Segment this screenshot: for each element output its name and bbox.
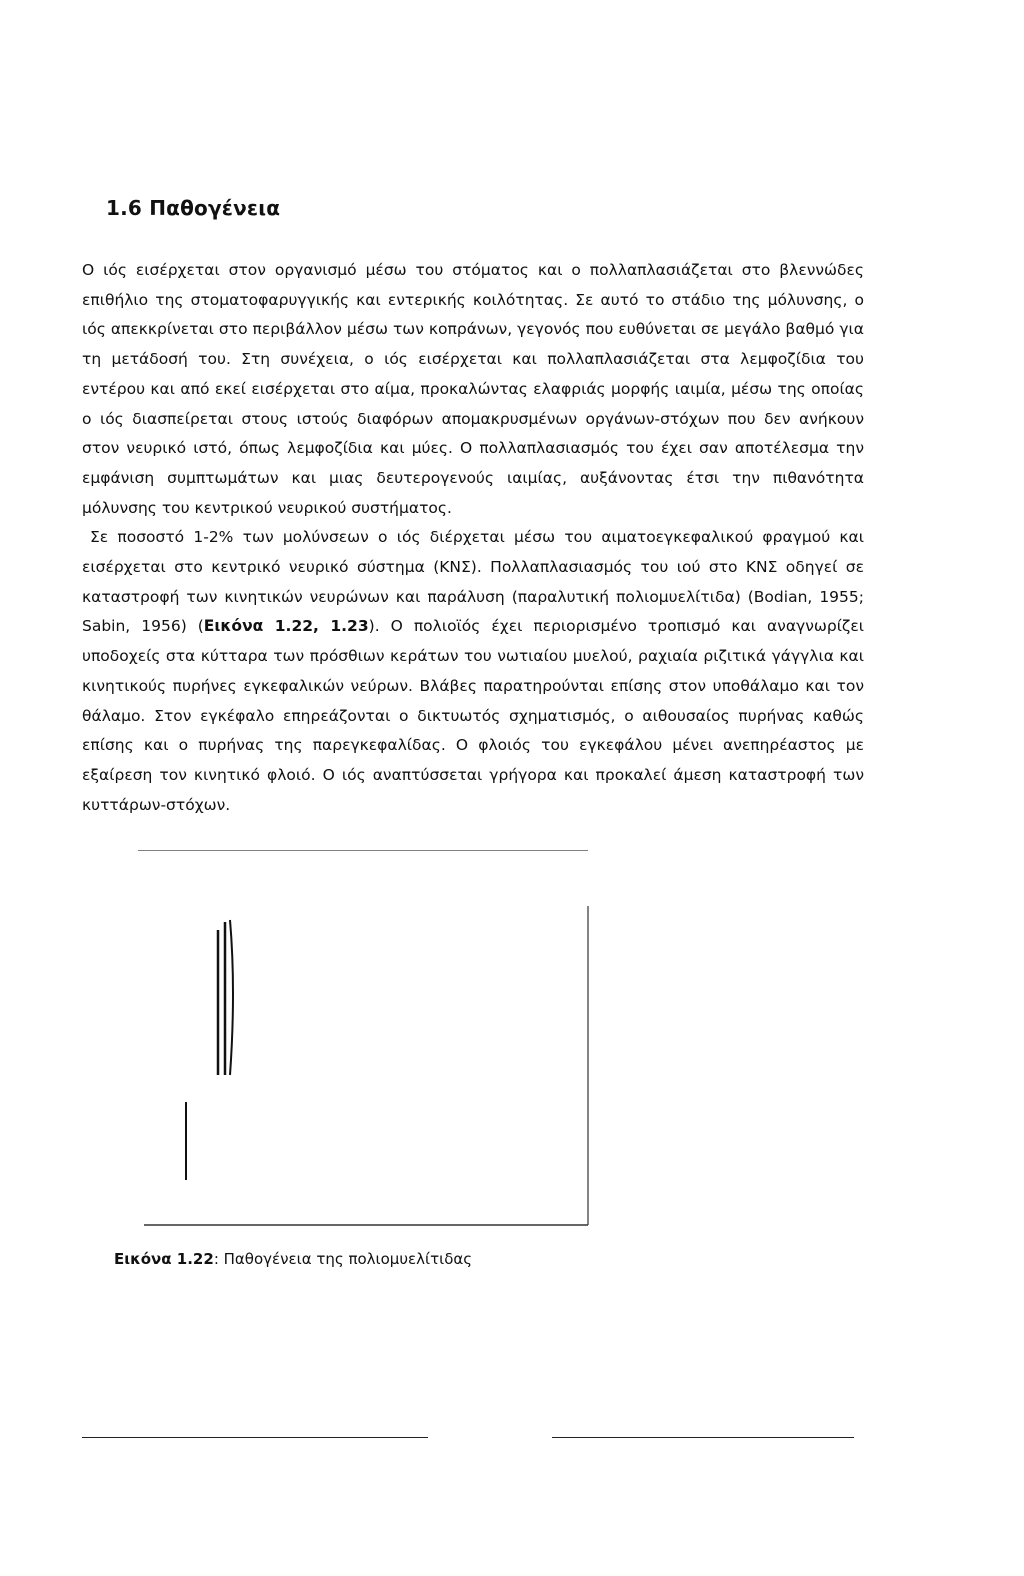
figure-mark-3 <box>230 920 233 1075</box>
footer-rule-left <box>82 1437 428 1438</box>
figure-graphic <box>138 850 598 1230</box>
paragraph-1 <box>82 256 864 523</box>
figure-caption-text: : Παθογένεια της πολιομυελίτιδας <box>213 1250 473 1268</box>
figure-caption-label: Εικόνα 1.22 <box>114 1250 214 1268</box>
figure-reference: Εικόνα 1.22, 1.23 <box>203 617 369 636</box>
body-text <box>82 256 864 820</box>
footer-rule-right <box>552 1437 854 1438</box>
paragraph-2 <box>82 523 864 820</box>
paragraph-1-text: Ο ιός εισέρχεται στον οργανισμό μέσω του στόματος και ο πολλαπλασιάζεται στο βλεννώδες επιθήλιο της στοματοφαρυγγικής και εντερικής κοιλότητας. Σε αυτό το στάδιο της μόλυνσης, ο ιός απεκκρίνεται στο περιβάλλον μέσω των κοπράνων, γεγονός που ευθύνεται σε μεγάλο βαθμό για τη μετάδοσή του. Στη συνέχεια, ο ιός εισέρχεται και πολλαπλασιάζεται στα λεμφοζίδια του εντέρου και από εκεί εισέρχεται στο αίμα, προκαλώντας ελαφριάς μορφής ιαιμία, μέσω της οποίας ο ιός διασπείρεται στους ιστούς διαφόρων απομακρυσμένων οργάνων-στόχων που δεν ανήκουν στον νευρικό ιστό, όπως λεμφοζίδια και μύες. Ο πολλαπλασιασμός του έχει σαν αποτέλεσμα την εμφάνιση συμπτωμάτων και μιας δευτερογενούς ιαιμίας, αυξάνοντας έτσι την πιθανότητα μόλυνσης του κεντρικού νευρικού συστήματος. <box>82 261 864 517</box>
figure-caption <box>114 1250 472 1268</box>
paragraph-2-text-b: ). Ο πολιοϊός έχει περιορισμένο τροπισμό και αναγνωρίζει υποδοχείς στα κύτταρα των πρόσθιων κεράτων του νωτιαίου μυελού, ραχιαία ριζιτικά γάγγλια και κινητικούς πυρήνες εγκεφαλικών νεύρων. Βλάβες παρατηρούνται επίσης στον υποθάλαμο και τον θάλαμο. Στον εγκέφαλο επηρεάζονται ο δικτυωτός σχηματισμός, ο αιθουσαίος πυρήνας καθώς επίσης και ο πυρήνας της παρεγκεφαλίδας. Ο φλοιός του εγκεφάλου μένει ανεπηρέαστος με εξαίρεση τον κινητικό φλοιό. Ο ιός αναπτύσσεται γρήγορα και προκαλεί άμεση καταστροφή των κυττάρων-στόχων. <box>82 617 864 814</box>
paragraph-2-text-a: Σε ποσοστό 1-2% των μολύνσεων ο ιός διέρχεται μέσω του αιματοεγκεφαλικού φραγμού και εισέρχεται στο κεντρικό νευρικό σύστημα (ΚΝΣ). Πολλαπλασιασμός του ιού στο ΚΝΣ οδηγεί σε καταστροφή των κινητικών νευρώνων και παράλυση (παραλυτική πολιομυελίτιδα) (Bodian, 1955; Sabin, 1956) ( <box>82 528 864 636</box>
section-heading: 1.6 Παθογένεια <box>106 196 281 220</box>
figure-box <box>138 850 598 1230</box>
